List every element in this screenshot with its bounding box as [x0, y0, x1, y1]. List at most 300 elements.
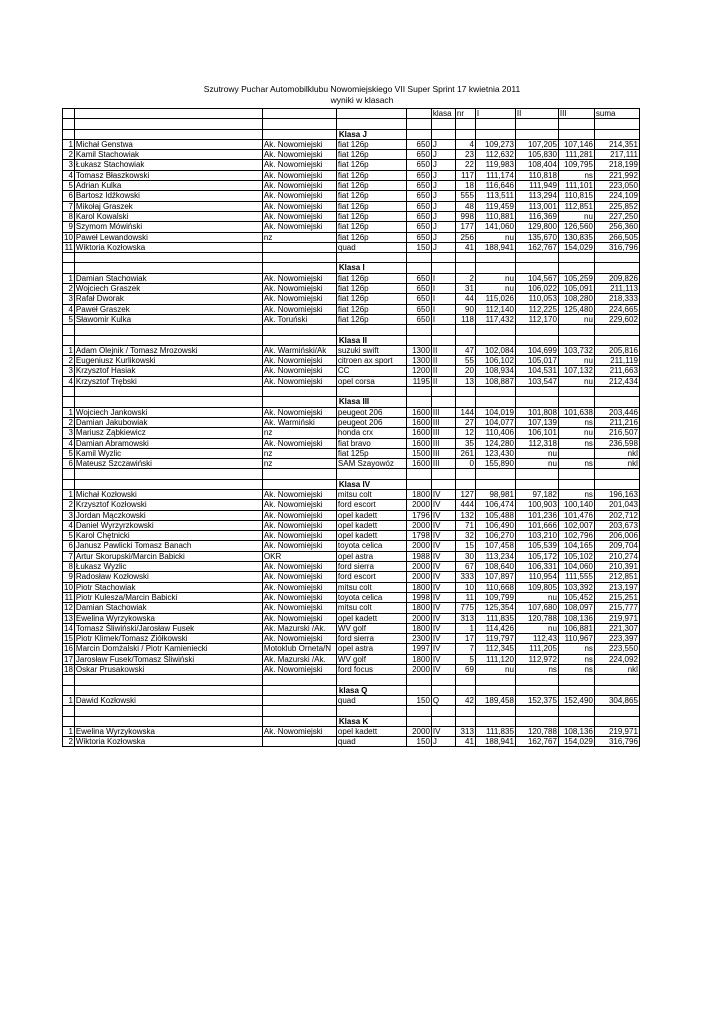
cell-suma: 316,796: [594, 242, 639, 252]
cell-pos: 2: [63, 356, 75, 366]
cell-pos: 5: [63, 181, 75, 191]
cell-r1: 111,835: [475, 726, 515, 736]
empty-cell: [515, 706, 558, 716]
cell-name: Damian Stachowiak: [74, 603, 262, 613]
cell-nr: 42: [455, 695, 475, 705]
cell-cap: 2000: [406, 613, 431, 623]
empty-cell: [515, 129, 558, 139]
cell-club: [262, 242, 336, 252]
empty-cell: [74, 129, 262, 139]
empty-cell: [406, 716, 431, 726]
empty-cell: [262, 716, 336, 726]
cell-r1: 110,406: [475, 428, 515, 438]
empty-cell: [594, 716, 639, 726]
header-run-2: II: [515, 109, 558, 119]
cell-r1: 113,234: [475, 551, 515, 561]
empty-cell: [475, 129, 515, 139]
cell-klasa: II: [431, 345, 455, 355]
cell-nr: 22: [455, 160, 475, 170]
cell-suma: 229,602: [594, 314, 639, 324]
cell-suma: 316,796: [594, 737, 639, 747]
cell-name: Daniel Wyrzyrzkowski: [74, 520, 262, 530]
cell-r2: 100,903: [515, 500, 558, 510]
empty-cell: [336, 119, 406, 129]
cell-club: Ak. Nowomiejski: [262, 294, 336, 304]
cell-pos: 1: [63, 407, 75, 417]
cell-club: Ak. Nowomiejski: [262, 356, 336, 366]
cell-club: Ak. Nowomiejski: [262, 191, 336, 201]
cell-suma: 205,816: [594, 345, 639, 355]
cell-klasa: IV: [431, 551, 455, 561]
cell-name: Paweł Lewandowski: [74, 232, 262, 242]
cell-club: Ak. Warmiński/Ak: [262, 345, 336, 355]
cell-cap: 650: [406, 222, 431, 232]
empty-cell: [515, 716, 558, 726]
cell-name: Michał Genstwa: [74, 139, 262, 149]
cell-club: nz: [262, 428, 336, 438]
cell-name: Michał Kozłowski: [74, 489, 262, 499]
empty-cell: [515, 387, 558, 397]
cell-suma: 206,006: [594, 531, 639, 541]
table-row: [63, 160, 640, 170]
cell-r2: 129,800: [515, 222, 558, 232]
cell-car: ford sierra: [336, 562, 406, 572]
table-row: [63, 417, 640, 427]
cell-cap: 1800: [406, 582, 431, 592]
header-cell-cap: [406, 109, 431, 119]
cell-cap: 150: [406, 737, 431, 747]
cell-nr: 18: [455, 181, 475, 191]
empty-cell: [515, 335, 558, 345]
cell-nr: 41: [455, 737, 475, 747]
empty-cell: [455, 253, 475, 263]
empty-cell: [262, 387, 336, 397]
cell-name: Radosław Kozłowski: [74, 572, 262, 582]
cell-suma: 212,851: [594, 572, 639, 582]
page-subtitle: wyniki w klasach: [330, 95, 394, 105]
cell-name: Mikołaj Graszek: [74, 201, 262, 211]
cell-club: Ak. Nowomiejski: [262, 211, 336, 221]
cell-suma: 196,163: [594, 489, 639, 499]
cell-club: Ak. Nowomiejski: [262, 531, 336, 541]
empty-cell: [431, 325, 455, 335]
cell-r2: 135,670: [515, 232, 558, 242]
cell-suma: 209,826: [594, 273, 639, 283]
empty-cell: [74, 716, 262, 726]
results-table: [62, 108, 640, 747]
empty-cell: [336, 253, 406, 263]
cell-r1: 108,887: [475, 376, 515, 386]
table-row: [63, 170, 640, 180]
empty-cell: [558, 716, 594, 726]
empty-cell: [63, 263, 75, 273]
cell-pos: 14: [64, 623, 73, 633]
empty-cell: [475, 119, 515, 129]
cell-pos: 3: [63, 294, 75, 304]
table-row: [63, 314, 640, 324]
cell-r3: ns: [558, 417, 594, 427]
cell-r3: 111,101: [558, 181, 594, 191]
table-row: [63, 201, 640, 211]
cell-klasa: IV: [431, 541, 455, 551]
cell-car: ford escort: [336, 500, 406, 510]
blank-row: [63, 119, 640, 129]
cell-r3: 105,452: [558, 592, 594, 602]
cell-cap: 1800: [406, 623, 431, 633]
empty-cell: [431, 263, 455, 273]
class-heading: klasa Q: [336, 685, 406, 695]
cell-name: Damian Stachowiak: [74, 273, 262, 283]
cell-name: Piotr Stachowiak: [74, 582, 262, 592]
cell-pos: 11: [63, 592, 75, 602]
cell-car: honda crx: [336, 428, 406, 438]
cell-klasa: IV: [431, 582, 455, 592]
cell-klasa: I: [431, 294, 455, 304]
cell-club: Ak. Nowomiejski: [262, 510, 336, 520]
cell-pos: 3: [63, 366, 75, 376]
cell-r2: 107,205: [515, 139, 558, 149]
cell-klasa: J: [431, 191, 455, 201]
cell-club: Ak. Nowomiejski: [262, 170, 336, 180]
cell-r2: 104,699: [515, 345, 558, 355]
cell-name: Wiktoria Kozłowska: [74, 242, 262, 252]
empty-cell: [558, 253, 594, 263]
empty-cell: [558, 129, 594, 139]
empty-cell: [262, 253, 336, 263]
cell-club: Ak. Mazurski /Ak.: [262, 623, 336, 633]
cell-name: Ewelina Wyrzykowska: [74, 613, 262, 623]
cell-klasa: III: [431, 438, 455, 448]
cell-nr: 90: [455, 304, 475, 314]
cell-r2: 162,767: [515, 242, 558, 252]
empty-cell: [455, 706, 475, 716]
cell-r3: ns: [558, 459, 594, 469]
empty-cell: [558, 263, 594, 273]
cell-club: Ak. Nowomiejski: [262, 572, 336, 582]
cell-suma: 304,865: [594, 695, 639, 705]
cell-r3: 104,060: [558, 562, 594, 572]
cell-nr: 132: [455, 510, 475, 520]
table-row: [63, 551, 640, 561]
cell-pos: 4: [63, 304, 75, 314]
cell-klasa: I: [431, 284, 455, 294]
cell-r3: 103,392: [558, 582, 594, 592]
cell-cap: 650: [406, 191, 431, 201]
cell-r2: 111,949: [515, 181, 558, 191]
table-row: [63, 644, 640, 654]
cell-r3: 154,029: [558, 737, 594, 747]
cell-car: opel corsa: [336, 376, 406, 386]
cell-club: Ak. Nowomiejski: [262, 603, 336, 613]
cell-cap: 650: [406, 150, 431, 160]
cell-suma: 203,446: [594, 407, 639, 417]
empty-cell: [63, 119, 75, 129]
cell-suma: 221,992: [594, 170, 639, 180]
cell-suma: 224,109: [594, 191, 639, 201]
table-row: [63, 222, 640, 232]
cell-r3: 110,967: [558, 634, 594, 644]
header-suma: suma: [594, 109, 639, 119]
cell-nr: 5: [455, 654, 475, 664]
cell-klasa: J: [431, 232, 455, 242]
cell-car: opel kadett: [336, 531, 406, 541]
empty-cell: [515, 469, 558, 479]
cell-name: Karol Kowalski: [74, 211, 262, 221]
cell-club: Ak. Nowomiejski: [262, 665, 336, 675]
cell-klasa: J: [431, 150, 455, 160]
cell-r3: 104,165: [558, 541, 594, 551]
class-heading: Klasa IV: [336, 479, 406, 489]
empty-cell: [406, 263, 431, 273]
empty-cell: [515, 675, 558, 685]
cell-club: Ak. Nowomiejski: [262, 582, 336, 592]
cell-klasa: III: [431, 407, 455, 417]
cell-cap: 1600: [406, 417, 431, 427]
empty-cell: [475, 685, 515, 695]
empty-cell: [515, 253, 558, 263]
cell-r1: 106,270: [475, 531, 515, 541]
class-heading: Klasa II: [336, 335, 406, 345]
table-row: [63, 572, 640, 582]
empty-cell: [431, 685, 455, 695]
page-title: Szutrowy Puchar Automobilklubu Nowomiejskiego VII Super Sprint 17 kwietnia 2011: [203, 84, 521, 94]
table-row: [63, 541, 640, 551]
cell-klasa: III: [431, 459, 455, 469]
table-row: [63, 592, 640, 602]
cell-pos: 1: [63, 489, 75, 499]
cell-r2: 105,830: [515, 150, 558, 160]
empty-cell: [515, 397, 558, 407]
blank-row: [63, 325, 640, 335]
empty-cell: [431, 675, 455, 685]
cell-car: quad: [336, 737, 406, 747]
cell-name: Adrian Kulka: [74, 181, 262, 191]
empty-cell: [431, 119, 455, 129]
cell-r2: 101,666: [515, 520, 558, 530]
cell-pos: 4: [63, 520, 75, 530]
cell-nr: 127: [455, 489, 475, 499]
empty-cell: [455, 263, 475, 273]
cell-nr: 313: [455, 613, 475, 623]
cell-pos: 6: [63, 541, 75, 551]
cell-cap: 650: [406, 304, 431, 314]
cell-car: fiat 126p: [336, 139, 406, 149]
cell-nr: 144: [455, 407, 475, 417]
cell-nr: 31: [455, 284, 475, 294]
empty-cell: [74, 335, 262, 345]
cell-r3: 108,136: [558, 613, 594, 623]
empty-cell: [515, 685, 558, 695]
cell-cap: 650: [406, 232, 431, 242]
cell-car: fiat 126p: [336, 284, 406, 294]
cell-cap: 1300: [406, 356, 431, 366]
cell-r1: 125,354: [475, 603, 515, 613]
cell-nr: 32: [455, 531, 475, 541]
empty-cell: [262, 129, 336, 139]
cell-club: Ak. Nowomiejski: [262, 613, 336, 623]
cell-club: Ak. Nowomiejski: [262, 726, 336, 736]
cell-klasa: IV: [431, 634, 455, 644]
cell-club: Ak. Nowomiejski: [262, 222, 336, 232]
cell-suma: 219,971: [594, 613, 639, 623]
empty-cell: [431, 469, 455, 479]
cell-nr: 1: [455, 623, 475, 633]
empty-cell: [74, 119, 262, 129]
cell-pos: 4: [63, 438, 75, 448]
cell-pos: 9: [63, 222, 75, 232]
cell-cap: 1600: [406, 428, 431, 438]
empty-cell: [475, 387, 515, 397]
empty-cell: [455, 479, 475, 489]
table-row: [63, 510, 640, 520]
cell-r2: 152,375: [515, 695, 558, 705]
cell-r3: 130,835: [558, 232, 594, 242]
empty-cell: [74, 387, 262, 397]
cell-name: Karol Chętnicki: [74, 531, 262, 541]
cell-cap: 150: [406, 695, 431, 705]
cell-suma: 221,307: [594, 623, 639, 633]
cell-car: ford focus: [336, 665, 406, 675]
empty-cell: [336, 675, 406, 685]
cell-car: ford escort: [336, 572, 406, 582]
cell-club: Ak. Nowomiejski: [262, 634, 336, 644]
cell-cap: 1997: [406, 644, 431, 654]
cell-r3: nu: [558, 314, 594, 324]
cell-klasa: J: [431, 737, 455, 747]
class-heading-row: [63, 716, 640, 726]
cell-club: nz: [262, 448, 336, 458]
cell-cap: 1300: [406, 345, 431, 355]
cell-suma: 214,351: [594, 139, 639, 149]
cell-r1: 106,102: [475, 356, 515, 366]
blank-row: [63, 706, 640, 716]
cell-car: ford sierra: [336, 634, 406, 644]
cell-r1: 110,668: [475, 582, 515, 592]
cell-name: Łukasz Wyzlic: [74, 562, 262, 572]
class-heading-row: [63, 129, 640, 139]
cell-klasa: I: [431, 304, 455, 314]
cell-r1: 111,120: [475, 654, 515, 664]
cell-r2: 105,539: [515, 541, 558, 551]
cell-suma: 215,251: [594, 592, 639, 602]
cell-cap: 650: [406, 314, 431, 324]
empty-cell: [594, 469, 639, 479]
cell-r3: 108,136: [558, 726, 594, 736]
cell-club: Ak. Warmiński: [262, 417, 336, 427]
cell-r3: ns: [558, 654, 594, 664]
cell-pos: 12: [64, 603, 73, 613]
cell-klasa: J: [431, 242, 455, 252]
cell-car: fiat 125p: [336, 448, 406, 458]
cell-cap: 2000: [406, 665, 431, 675]
table-row: [63, 376, 640, 386]
cell-pos: 1: [63, 273, 75, 283]
cell-r2: 116,369: [515, 211, 558, 221]
cell-name: Bartosz Idźkowski: [74, 191, 262, 201]
blank-row: [63, 253, 640, 263]
cell-klasa: J: [431, 160, 455, 170]
header-cell-car: [336, 109, 406, 119]
cell-cap: 650: [406, 284, 431, 294]
cell-suma: 213,197: [594, 582, 639, 592]
cell-r1: 102,084: [475, 345, 515, 355]
cell-cap: 1600: [406, 407, 431, 417]
cell-r2: 109,805: [515, 582, 558, 592]
cell-r3: 103,732: [558, 345, 594, 355]
cell-nr: 41: [455, 242, 475, 252]
cell-nr: 0: [455, 459, 475, 469]
cell-klasa: I: [431, 273, 455, 283]
empty-cell: [262, 335, 336, 345]
cell-cap: 2000: [406, 572, 431, 582]
cell-pos: 7: [63, 201, 75, 211]
cell-klasa: J: [431, 170, 455, 180]
empty-cell: [74, 675, 262, 685]
empty-cell: [431, 716, 455, 726]
empty-cell: [406, 706, 431, 716]
cell-suma: 225,852: [594, 201, 639, 211]
cell-pos: 15: [64, 634, 73, 644]
empty-cell: [336, 387, 406, 397]
cell-r1: 141,060: [475, 222, 515, 232]
cell-car: fiat bravo: [336, 438, 406, 448]
cell-cap: 2000: [406, 726, 431, 736]
cell-cap: 2000: [406, 500, 431, 510]
cell-suma: nkl: [594, 448, 639, 458]
cell-r1: nu: [475, 232, 515, 242]
cell-r3: ns: [558, 665, 594, 675]
empty-cell: [558, 119, 594, 129]
cell-pos: 18: [64, 665, 73, 675]
cell-cap: 2000: [406, 520, 431, 530]
cell-klasa: J: [431, 181, 455, 191]
cell-nr: 11: [455, 592, 475, 602]
cell-r3: 109,795: [558, 160, 594, 170]
cell-club: Ak. Nowomiejski: [262, 201, 336, 211]
cell-car: fiat 126p: [336, 232, 406, 242]
cell-club: Ak. Nowomiejski: [262, 366, 336, 376]
empty-cell: [558, 706, 594, 716]
cell-klasa: III: [431, 417, 455, 427]
empty-cell: [515, 119, 558, 129]
table-row: [63, 634, 640, 644]
cell-name: Rafał Dworak: [74, 294, 262, 304]
empty-cell: [406, 479, 431, 489]
empty-cell: [63, 469, 75, 479]
table-row: [63, 211, 640, 221]
cell-pos: 5: [63, 314, 75, 324]
blank-row: [63, 469, 640, 479]
cell-nr: 12: [455, 428, 475, 438]
table-row: [63, 345, 640, 355]
table-row: [63, 150, 640, 160]
empty-cell: [406, 685, 431, 695]
cell-cap: 1200: [406, 366, 431, 376]
cell-car: peugeot 206: [336, 407, 406, 417]
cell-nr: 15: [455, 541, 475, 551]
cell-car: fiat 126p: [336, 314, 406, 324]
cell-suma: 203,673: [594, 520, 639, 530]
cell-name: Krzysztof Kozłowski: [74, 500, 262, 510]
table-row: [63, 366, 640, 376]
cell-r3: 101,638: [558, 407, 594, 417]
empty-cell: [63, 335, 75, 345]
empty-cell: [63, 253, 75, 263]
cell-r2: 120,788: [515, 613, 558, 623]
cell-name: Eugeniusz Kurlikowski: [74, 356, 262, 366]
empty-cell: [74, 325, 262, 335]
empty-cell: [515, 325, 558, 335]
